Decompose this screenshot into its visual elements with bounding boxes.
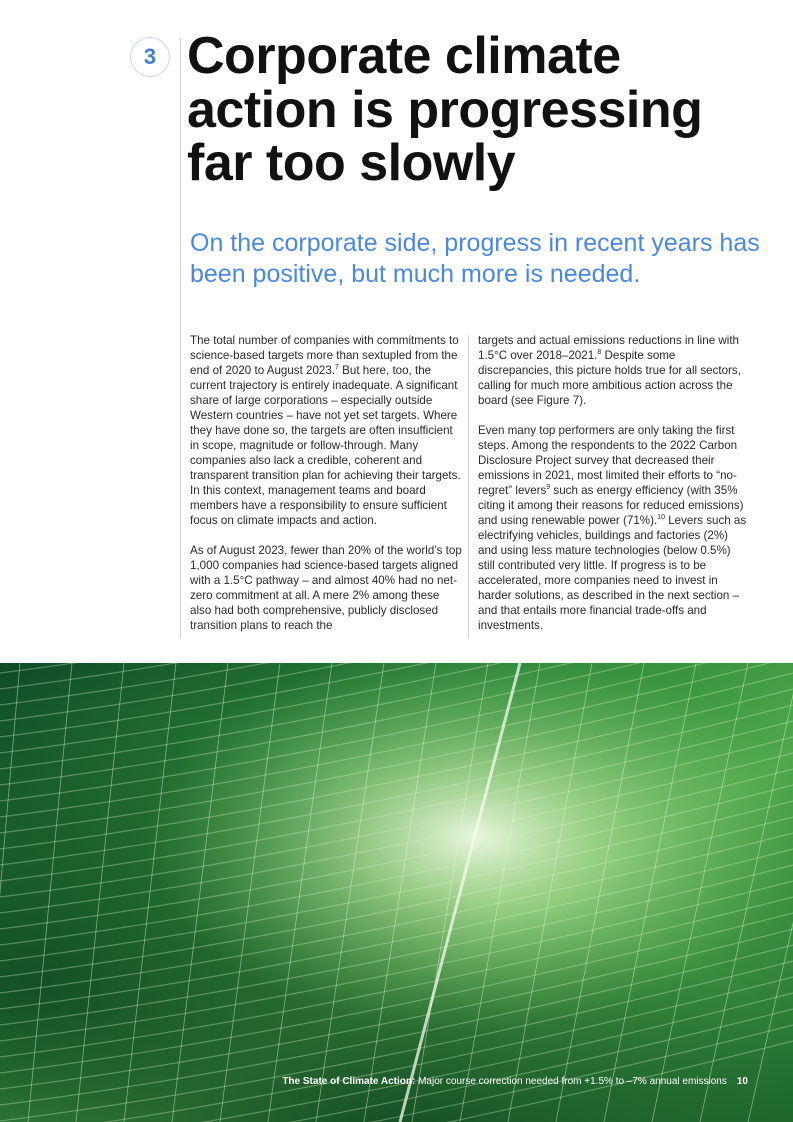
footer-report-title: The State of Climate Action: xyxy=(282,1076,416,1087)
page-footer xyxy=(0,1076,748,1087)
paragraph-text: Despite some discrepancies, this picture holds true for all sectors, calling for much more ambitious action across the board (see Figure 7). xyxy=(478,349,741,407)
text-column-left xyxy=(190,333,462,648)
paragraph xyxy=(478,423,750,633)
paragraph-text: such as energy efficiency (with 35% citing it among their reasons for reduced emissions) and using renewable power (71%). xyxy=(478,484,744,527)
paragraph-text: The total number of companies with commitments to science-based targets more than sextupled from the end of 2020 to August 2023. xyxy=(190,334,459,377)
paragraph-text: targets and actual emissions reductions in line with 1.5°C over 2018–2021. xyxy=(478,334,739,362)
text-column-right xyxy=(478,333,750,648)
footnote-ref[interactable]: 9 xyxy=(546,484,551,492)
paragraph xyxy=(190,333,462,528)
footnote-ref[interactable]: 8 xyxy=(597,349,602,357)
footnote-ref[interactable]: 7 xyxy=(335,364,339,372)
chapter-number-badge xyxy=(130,37,170,77)
paragraph-text: Levers such as electrifying vehicles, buildings and factories (2%) and using less mature technologies (below 0.5%) still contributed very little. If progress is to be accelerated, more companies need to invest in harder solutions, as described in the next section – and that entails more financial trade-offs and investments. xyxy=(478,514,747,632)
footer-report-subtitle: Major course correction needed from +1.5% to –7% annual emissions xyxy=(415,1076,727,1087)
header-rule xyxy=(180,38,181,638)
footnote-ref[interactable]: 10 xyxy=(657,514,665,522)
page-title: Corporate climate action is progressing far too slowly xyxy=(187,27,703,193)
chapter-number: 3 xyxy=(143,44,157,69)
paragraph: As of August 2023, fewer than 20% of the world’s top 1,000 companies had science-based targets aligned with a 1.5°C pathway – and almost 40% had no net-zero commitment at all. A mere 2% among these also had both comprehensive, publicly disclosed transition plans to reach the xyxy=(190,544,462,632)
paragraph-text: But here, too, the current trajectory is entirely inadequate. A significant share of large corporations – especially outside Western countries – have not yet set targets. Where they have done so, the targets are often insufficient in scope, magnitude or follow-through. Many companies also lack a credible, coherent and transparent transition plan for achieving their targets. In this context, management teams and board members have a responsibility to ensure sufficient focus on climate impacts and action. xyxy=(190,364,461,527)
page-subtitle: On the corporate side, progress in recent years has been positive, but much more is needed. xyxy=(190,229,760,288)
page-number: 10 xyxy=(736,1076,748,1087)
glass-building-photo xyxy=(0,663,793,1122)
paragraph-text: Even many top performers are only taking the first steps. Among the respondents to the 2022 Carbon Disclosure Project survey that decreased their emissions in 2021, most limited their efforts to “no-regret” levers xyxy=(478,424,738,497)
column-divider xyxy=(468,335,469,638)
paragraph xyxy=(478,333,750,408)
